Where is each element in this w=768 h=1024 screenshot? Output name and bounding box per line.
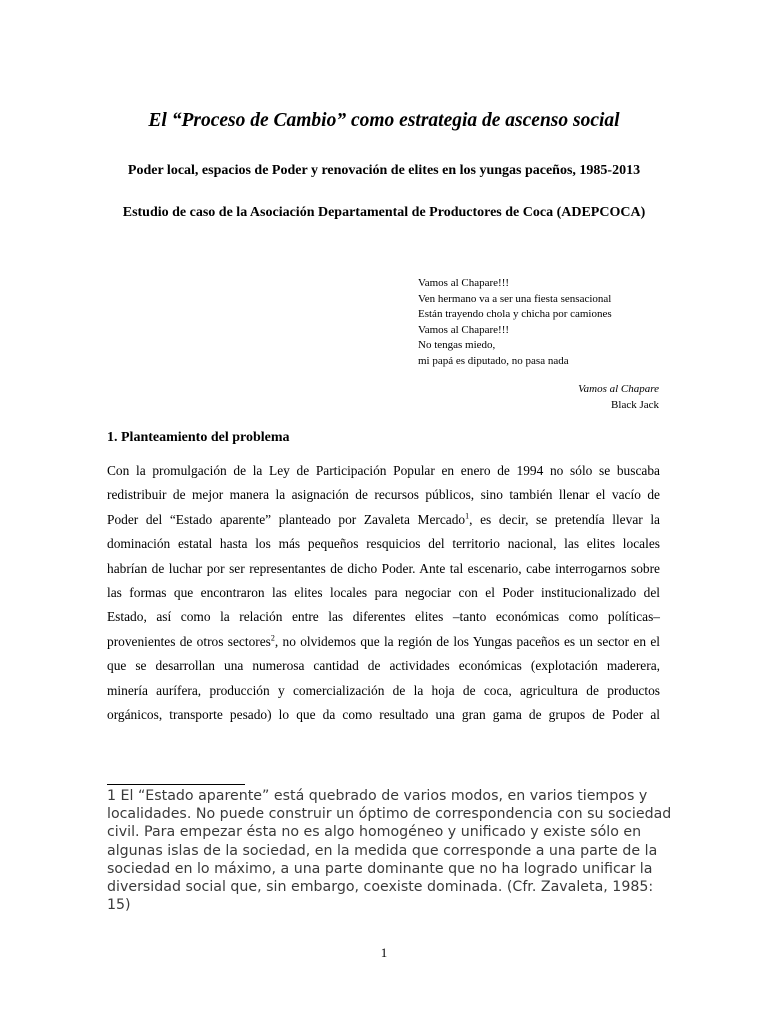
footnote-line: localidades. No puede construir un óptimo de correspondencia con su sociedad [107, 806, 672, 823]
section-heading: 1. Planteamiento del problema [107, 430, 290, 445]
body-text-run: , es decir, se pretendía llevar la [469, 511, 660, 527]
footnote-line: algunas islas de la sociedad, en la medida que corresponde a una parte de la [107, 842, 658, 859]
page-number: 1 [380, 945, 388, 960]
body-line: orgánicos, transporte pesado) lo que da como resultado una gran gama de grupos de Poder al [107, 706, 660, 722]
footnote-line: civil. Para empezar ésta no es algo homogéneo y unificado y existe sólo en [107, 824, 642, 841]
body-line [107, 508, 660, 532]
body-paragraph [107, 459, 660, 727]
document-title: El “Proceso de Cambio” como estrategia de ascenso social [148, 110, 620, 131]
body-line: habrían de luchar por ser representantes de dicho Poder. Ante tal escenario, cabe interrogarnos sobre [107, 560, 660, 576]
footnote-line: diversidad social que, sin embargo, coexiste dominada. (Cfr. Zavaleta, 1985: [107, 879, 654, 896]
body-text-run: provenientes de otros sectores [107, 633, 271, 649]
body-line: las formas que encontraron las elites locales para negociar con el Poder institucionalizado del [107, 584, 660, 600]
body-text-run: , no olvidemos que la región de los Yungas paceños es un sector en el [274, 633, 660, 649]
body-line: Con la promulgación de la Ley de Participación Popular en enero de 1994 no sólo se buscaba [107, 463, 660, 478]
epigraph-line: Vamos al Chapare!!! [418, 323, 510, 336]
footnote-1 [107, 787, 672, 914]
epigraph-line: No tengas miedo, [418, 339, 496, 352]
body-line: que se desarrollan una numerosa cantidad de actividades económicas (explotación maderera, [107, 658, 660, 674]
epigraph-line: Ven hermano va a ser una fiesta sensacional [418, 292, 612, 305]
footnote-line: 15) [107, 897, 131, 914]
body-line: Estado, así como la relación entre las diferentes elites –tanto económicas como políticas– [107, 609, 660, 625]
footnote-separator [107, 784, 245, 785]
body-line [107, 630, 660, 654]
epigraph-attribution [578, 382, 659, 413]
body-line: redistribuir de mejor manera la asignación de recursos públicos, sino también llenar el vacío de [107, 487, 660, 503]
epigraph-line: mi papá es diputado, no pasa nada [418, 354, 569, 367]
body-line: minería aurífera, producción y comercialización de la hoja de coca, agricultura de productos [107, 682, 660, 698]
case-study-subtitle: Estudio de caso de la Asociación Departamental de Productores de Coca (ADEPCOCA) [122, 205, 646, 220]
body-line: dominación estatal hasta los más pequeños resquicios del territorio nacional, las elites locales [107, 536, 660, 552]
epigraph-artist: Black Jack [611, 398, 659, 411]
epigraph-line: Están trayendo chola y chicha por camiones [418, 308, 612, 321]
body-text-run: Poder del “Estado aparente” planteado por Zavaleta Mercado [107, 511, 466, 527]
epigraph-song-title: Vamos al Chapare [578, 383, 659, 395]
document-subtitle: Poder local, espacios de Poder y renovación de elites en los yungas paceños, 1985-2013 [127, 163, 641, 178]
epigraph-line: Vamos al Chapare!!! [418, 277, 510, 289]
footnote-reference-1[interactable]: 1 [465, 511, 470, 521]
epigraph [418, 276, 612, 370]
footnote-reference-2[interactable]: 2 [270, 633, 275, 643]
footnote-line: 1 El “Estado aparente” está quebrado de varios modos, en varios tiempos y [107, 788, 648, 804]
footnote-line: sociedad en lo máximo, a una parte dominante que no ha logrado unificar la [107, 860, 653, 877]
